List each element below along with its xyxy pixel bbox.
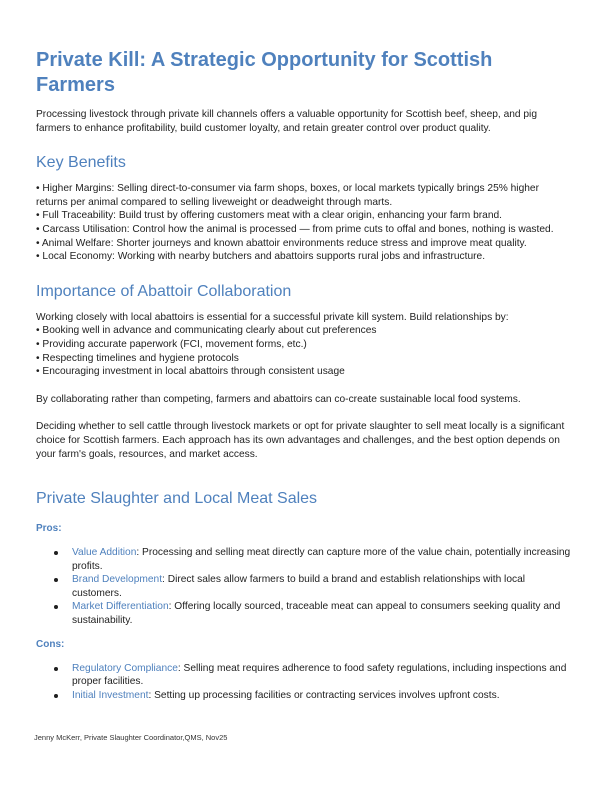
bullet-dot — [54, 694, 58, 698]
abattoir-list — [36, 311, 572, 379]
benefit-item: • Local Economy: Working with nearby butchers and abattoirs supports rural jobs and infrastructure. — [36, 251, 486, 263]
benefit-item: • Higher Margins: Selling direct-to-consumer via farm shops, boxes, or local markets typically brings 25% higher returns per animal compared to selling liveweight or deadweight through marts. — [36, 183, 539, 208]
document-page — [36, 48, 572, 702]
cons-item — [36, 689, 572, 703]
benefit-item: • Full Traceability: Build trust by offering customers meat with a clear origin, enhancing your farm brand. — [36, 210, 502, 222]
pros-item — [36, 573, 572, 600]
pros-item — [36, 600, 572, 627]
cons-item — [36, 662, 572, 689]
pros-term: Brand Development — [72, 574, 163, 586]
bullet-dot — [54, 667, 58, 671]
cons-list — [36, 662, 572, 703]
intro-paragraph: Processing livestock through private kill channels offers a valuable opportunity for Scottish beef, sheep, and pig farmers to enhance profitability, build customer loyalty, and retain greater control over product quality. — [36, 109, 537, 134]
cons-term: Initial Investment — [72, 689, 149, 701]
pros-item — [36, 546, 572, 573]
page-title: Private Kill: A Strategic Opportunity for Scottish Farmers — [36, 49, 493, 96]
bullet-dot — [54, 605, 58, 609]
benefit-item: • Animal Welfare: Shorter journeys and known abattoir environments reduce stress and improve meat quality. — [36, 237, 527, 249]
bullet-dot — [54, 578, 58, 582]
abattoir-item: • Respecting timelines and hygiene protocols — [36, 352, 239, 364]
bullet-dot — [54, 551, 58, 555]
pros-term: Market Differentiation — [72, 601, 169, 613]
pros-label: Pros: — [36, 523, 62, 535]
decision-paragraph: Deciding whether to sell cattle through livestock markets or opt for private slaughter to sell meat locally is a significant choice for Scottish farmers. Each approach has its own advantages and challenges, and the best option depends on your farm's goals, resources, and market access. — [36, 421, 565, 460]
abattoir-heading: Importance of Abattoir Collaboration — [36, 282, 292, 300]
cons-text: : Selling meat requires adherence to food safety regulations, including inspections and proper facilities. — [72, 662, 567, 688]
abattoir-lead: Working closely with local abattoirs is essential for a successful private kill system. Build relationships by: — [36, 311, 509, 323]
cons-label: Cons: — [36, 638, 65, 650]
key-benefits-heading: Key Benefits — [36, 154, 126, 172]
pros-text: : Processing and selling meat directly can capture more of the value chain, potentially increasing profits. — [72, 547, 571, 572]
cons-text: : Setting up processing facilities or contracting services involves upfront costs. — [148, 689, 500, 701]
pros-list — [36, 546, 572, 628]
abattoir-item: • Providing accurate paperwork (FCI, movement forms, etc.) — [36, 338, 307, 350]
pros-term: Value Addition — [72, 547, 137, 559]
benefit-item: • Carcass Utilisation: Control how the animal is processed — from prime cuts to offal and bones, nothing is wasted. — [36, 223, 554, 235]
private-slaughter-heading: Private Slaughter and Local Meat Sales — [36, 490, 318, 508]
pros-text: : Direct sales allow farmers to build a brand and establish relationships with local customers. — [72, 574, 526, 599]
abattoir-item: • Booking well in advance and communicating clearly about cut preferences — [36, 325, 377, 337]
footer-credit: Jenny McKerr, Private Slaughter Coordinator,QMS, Nov25 — [34, 733, 228, 742]
cons-term: Regulatory Compliance — [72, 662, 178, 674]
key-benefits-list — [36, 182, 572, 264]
collaboration-paragraph: By collaborating rather than competing, farmers and abattoirs can co-create sustainable local food systems. — [36, 393, 521, 405]
abattoir-item: • Encouraging investment in local abattoirs through consistent usage — [36, 366, 345, 378]
pros-text: : Offering locally sourced, traceable meat can appeal to consumers seeking quality and sustainability. — [72, 601, 561, 627]
